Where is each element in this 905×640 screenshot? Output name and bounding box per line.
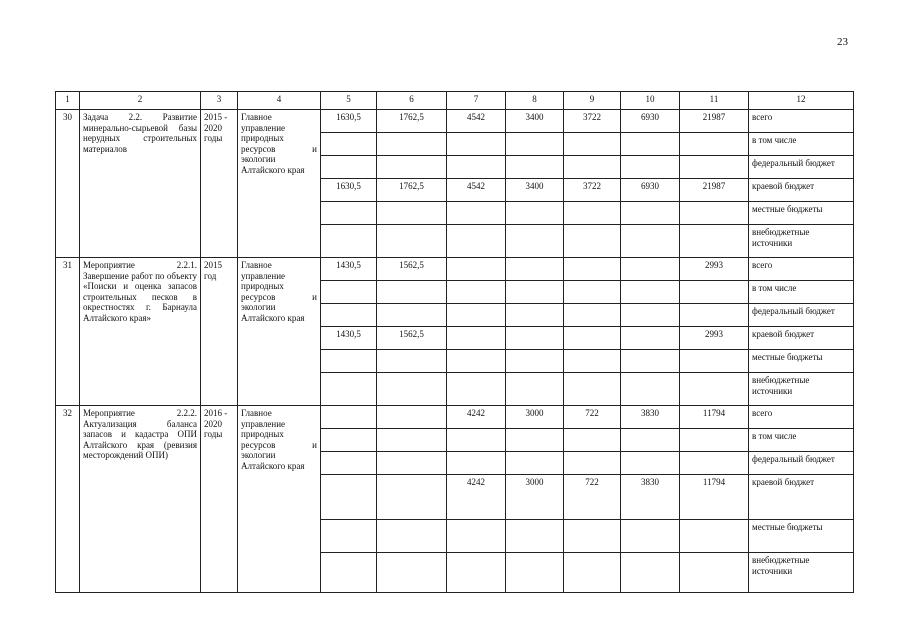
- value-cell: [680, 281, 749, 304]
- value-cell: [564, 304, 621, 327]
- value-cell: [447, 225, 506, 258]
- value-cell: [321, 373, 377, 406]
- value-cell: [377, 350, 447, 373]
- value-cell: [621, 133, 680, 156]
- value-cell: [377, 429, 447, 452]
- executor: Главное управление природных ресурсов и экологии Алтайского края: [238, 406, 321, 593]
- value-cell: [680, 350, 749, 373]
- budget-table: [55, 91, 854, 593]
- value-cell: [621, 520, 680, 553]
- item-name: Мероприятие 2.2.2. Актуализация баланса запасов и кадастра ОПИ Алтайского края (ревизия месторождений ОПИ): [80, 406, 201, 593]
- funding-source-label: федеральный бюджет: [749, 304, 854, 327]
- value-cell: 1430,5: [321, 258, 377, 281]
- column-header: 6: [377, 92, 447, 110]
- period: 2015 - 2020 годы: [201, 110, 238, 258]
- table-body: [56, 92, 854, 593]
- column-header: 7: [447, 92, 506, 110]
- value-cell: [621, 429, 680, 452]
- column-header: 11: [680, 92, 749, 110]
- value-cell: [564, 202, 621, 225]
- value-cell: [680, 553, 749, 593]
- funding-source-label: местные бюджеты: [749, 350, 854, 373]
- row-number: 31: [56, 258, 80, 406]
- funding-source-label: всего: [749, 406, 854, 429]
- column-header: 3: [201, 92, 238, 110]
- value-cell: 1430,5: [321, 327, 377, 350]
- column-header: 1: [56, 92, 80, 110]
- item-name: Мероприятие 2.2.1. Завершение работ по объекту «Поиски и оценка запасов строительных песков в окрестностях г. Барнаула Алтайского края»: [80, 258, 201, 406]
- value-cell: 1762,5: [377, 179, 447, 202]
- value-cell: [447, 373, 506, 406]
- value-cell: 4242: [447, 406, 506, 429]
- value-cell: 6930: [621, 110, 680, 133]
- value-cell: 1562,5: [377, 327, 447, 350]
- value-cell: [447, 202, 506, 225]
- value-cell: [564, 156, 621, 179]
- value-cell: [377, 406, 447, 429]
- value-cell: [564, 373, 621, 406]
- value-cell: [506, 304, 564, 327]
- value-cell: [621, 156, 680, 179]
- value-cell: 11794: [680, 406, 749, 429]
- value-cell: [506, 327, 564, 350]
- funding-source-label: в том числе: [749, 429, 854, 452]
- value-cell: 3722: [564, 110, 621, 133]
- funding-source-label: федеральный бюджет: [749, 452, 854, 475]
- value-cell: [447, 520, 506, 553]
- value-cell: 3400: [506, 110, 564, 133]
- value-cell: 1762,5: [377, 110, 447, 133]
- funding-source-label: краевой бюджет: [749, 179, 854, 202]
- value-cell: [506, 350, 564, 373]
- value-cell: [564, 350, 621, 373]
- period: 2015 год: [201, 258, 238, 406]
- value-cell: [680, 429, 749, 452]
- period: 2016 - 2020 годы: [201, 406, 238, 593]
- value-cell: [621, 350, 680, 373]
- value-cell: 1562,5: [377, 258, 447, 281]
- value-cell: [377, 475, 447, 520]
- value-cell: [506, 258, 564, 281]
- value-cell: [321, 225, 377, 258]
- value-cell: [321, 133, 377, 156]
- value-cell: [564, 553, 621, 593]
- column-header: 8: [506, 92, 564, 110]
- value-cell: 722: [564, 475, 621, 520]
- value-cell: [447, 429, 506, 452]
- value-cell: 3830: [621, 406, 680, 429]
- value-cell: [321, 156, 377, 179]
- value-cell: [621, 553, 680, 593]
- value-cell: [621, 327, 680, 350]
- funding-source-label: местные бюджеты: [749, 202, 854, 225]
- value-cell: [321, 304, 377, 327]
- value-cell: [621, 452, 680, 475]
- value-cell: [621, 281, 680, 304]
- value-cell: [564, 225, 621, 258]
- value-cell: 3830: [621, 475, 680, 520]
- value-cell: 3000: [506, 475, 564, 520]
- value-cell: [447, 156, 506, 179]
- value-cell: 3722: [564, 179, 621, 202]
- value-cell: [321, 452, 377, 475]
- funding-source-label: в том числе: [749, 281, 854, 304]
- value-cell: [377, 156, 447, 179]
- value-cell: [377, 304, 447, 327]
- column-header: 4: [238, 92, 321, 110]
- value-cell: [321, 520, 377, 553]
- column-header: 2: [80, 92, 201, 110]
- value-cell: [377, 281, 447, 304]
- funding-source-label: всего: [749, 258, 854, 281]
- value-cell: [447, 133, 506, 156]
- value-cell: 4542: [447, 110, 506, 133]
- funding-source-label: внебюджетные источники: [749, 553, 854, 593]
- value-cell: [680, 452, 749, 475]
- value-cell: 21987: [680, 179, 749, 202]
- value-cell: [321, 475, 377, 520]
- value-cell: [621, 225, 680, 258]
- value-cell: 3000: [506, 406, 564, 429]
- value-cell: [377, 452, 447, 475]
- value-cell: [377, 133, 447, 156]
- value-cell: [680, 225, 749, 258]
- column-header: 9: [564, 92, 621, 110]
- value-cell: [506, 202, 564, 225]
- funding-source-label: краевой бюджет: [749, 327, 854, 350]
- row-number: 32: [56, 406, 80, 593]
- value-cell: [447, 281, 506, 304]
- value-cell: [377, 553, 447, 593]
- funding-source-label: краевой бюджет: [749, 475, 854, 520]
- table-row: [56, 110, 854, 133]
- value-cell: [377, 520, 447, 553]
- value-cell: 722: [564, 406, 621, 429]
- funding-source-label: внебюджетные источники: [749, 225, 854, 258]
- value-cell: [321, 553, 377, 593]
- value-cell: 6930: [621, 179, 680, 202]
- value-cell: 3400: [506, 179, 564, 202]
- value-cell: [564, 281, 621, 304]
- value-cell: [506, 225, 564, 258]
- value-cell: [321, 350, 377, 373]
- value-cell: 2993: [680, 327, 749, 350]
- value-cell: [377, 225, 447, 258]
- funding-source-label: местные бюджеты: [749, 520, 854, 553]
- value-cell: [447, 350, 506, 373]
- item-name: Задача 2.2. Развитие минерально-сырьевой базы нерудных строительных материалов: [80, 110, 201, 258]
- table-row: [56, 258, 854, 281]
- value-cell: [321, 406, 377, 429]
- value-cell: [621, 258, 680, 281]
- value-cell: [506, 520, 564, 553]
- value-cell: [621, 373, 680, 406]
- value-cell: [680, 202, 749, 225]
- value-cell: [447, 258, 506, 281]
- value-cell: [621, 304, 680, 327]
- executor: Главное управление природных ресурсов и экологии Алтайского края: [238, 258, 321, 406]
- value-cell: [506, 429, 564, 452]
- funding-source-label: федеральный бюджет: [749, 156, 854, 179]
- value-cell: [564, 520, 621, 553]
- page-number: 23: [837, 36, 848, 48]
- value-cell: [564, 452, 621, 475]
- funding-source-label: всего: [749, 110, 854, 133]
- value-cell: [564, 258, 621, 281]
- value-cell: 1630,5: [321, 110, 377, 133]
- value-cell: 11794: [680, 475, 749, 520]
- value-cell: [506, 133, 564, 156]
- value-cell: [564, 429, 621, 452]
- value-cell: [564, 133, 621, 156]
- value-cell: [680, 520, 749, 553]
- value-cell: [680, 133, 749, 156]
- value-cell: [621, 202, 680, 225]
- value-cell: [506, 281, 564, 304]
- executor: Главное управление природных ресурсов и экологии Алтайского края: [238, 110, 321, 258]
- value-cell: [447, 553, 506, 593]
- value-cell: [680, 156, 749, 179]
- column-header: 5: [321, 92, 377, 110]
- column-header: 10: [621, 92, 680, 110]
- value-cell: [680, 373, 749, 406]
- value-cell: [447, 304, 506, 327]
- table-row: [56, 406, 854, 429]
- value-cell: 2993: [680, 258, 749, 281]
- column-header: 12: [749, 92, 854, 110]
- value-cell: 1630,5: [321, 179, 377, 202]
- value-cell: [321, 281, 377, 304]
- value-cell: [506, 373, 564, 406]
- header-row: [56, 92, 854, 110]
- value-cell: [377, 202, 447, 225]
- value-cell: [506, 553, 564, 593]
- value-cell: [564, 327, 621, 350]
- funding-source-label: внебюджетные источники: [749, 373, 854, 406]
- value-cell: [506, 156, 564, 179]
- value-cell: [321, 429, 377, 452]
- row-number: 30: [56, 110, 80, 258]
- value-cell: [447, 327, 506, 350]
- value-cell: [447, 452, 506, 475]
- value-cell: [321, 202, 377, 225]
- value-cell: 4542: [447, 179, 506, 202]
- value-cell: 21987: [680, 110, 749, 133]
- value-cell: 4242: [447, 475, 506, 520]
- value-cell: [506, 452, 564, 475]
- value-cell: [680, 304, 749, 327]
- funding-source-label: в том числе: [749, 133, 854, 156]
- value-cell: [377, 373, 447, 406]
